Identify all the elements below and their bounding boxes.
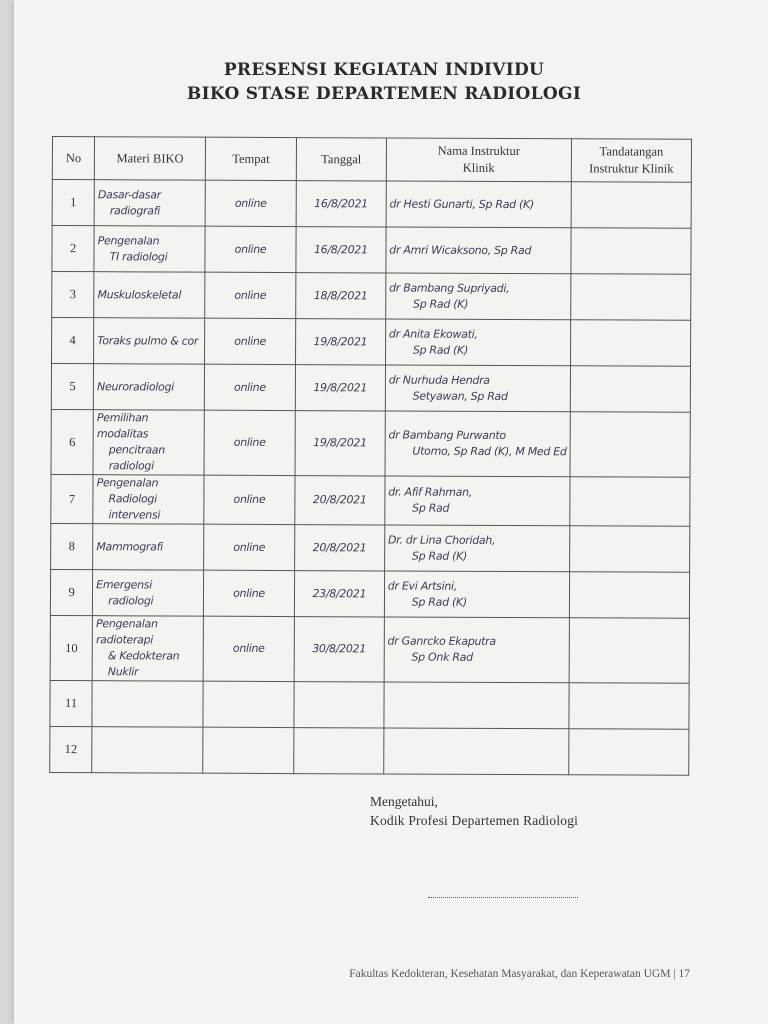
materi-line1: Dasar-dasar [97,187,161,201]
materi-cell [93,410,204,475]
header-instruktur-line2: Klinik [462,160,495,175]
instruktur-cell [386,227,571,274]
tanggal-cell: 19/8/2021 [295,411,385,476]
tanggal-cell: 20/8/2021 [295,476,385,525]
instruktur-line1: dr Evi Artsini, [387,578,458,593]
instruktur-cell [385,273,570,320]
signature-cell[interactable] [569,729,689,776]
signature-line [428,897,578,898]
instruktur-line1 [387,705,565,706]
instruktur-line2: Setyawan, Sp Rad [412,389,508,403]
instruktur-cell [383,728,568,775]
materi-line2: Radiologi intervensi [108,492,161,522]
materi-cell [94,318,205,364]
instruktur-cell [384,682,569,729]
table-row [50,569,689,618]
table-row [52,180,691,229]
tanggal-cell: 16/8/2021 [296,227,386,273]
table-row [52,226,691,275]
signature-cell[interactable] [569,618,689,684]
header-instruktur [386,138,571,182]
header-no: No [52,137,94,180]
row-number: 1 [52,180,94,226]
table-row [51,364,690,413]
materi-cell [93,524,204,570]
tempat-cell [203,681,294,727]
table-row [51,409,690,477]
instruktur-line1: dr Bambang Purwanto [388,428,506,442]
attendance-table [49,136,692,776]
tempat-cell: online [205,318,296,364]
tempat-cell: online [204,524,295,570]
materi-line1: Emergensi [96,577,152,591]
materi-line2: pencitraan radiologi [108,443,165,473]
page-subtitle: BIKO STASE DEPARTEMEN RADIOLOGI [186,84,582,104]
header-ttd-line2: Instruktur Klinik [589,161,674,176]
tanggal-cell: 19/8/2021 [295,365,385,411]
page-title: PRESENSI KEGIATAN INDIVIDU [223,60,545,80]
header-tempat: Tempat [205,137,296,180]
tempat-cell: online [204,364,295,410]
instruktur-line2 [387,705,565,706]
row-number: 7 [51,474,93,523]
tempat-cell: online [205,272,296,318]
table-row [50,726,689,775]
signature-cell[interactable] [570,526,690,573]
instruktur-line1: dr Hesti Gunarti, Sp Rad (K) [389,196,534,211]
materi-cell [93,475,204,524]
instruktur-line2: Sp Rad (K) [412,343,468,357]
signature-cell[interactable] [570,477,690,527]
signature-cell[interactable] [571,182,691,229]
instruktur-cell [386,181,571,228]
materi-cell [92,681,203,727]
header-instruktur-line1: Nama Instruktur [437,143,520,159]
signature-cell[interactable] [571,274,691,321]
instruktur-line1: Dr. dr Lina Choridah, [387,532,496,547]
table-row [52,272,691,321]
materi-line1: Pengenalan [97,233,160,247]
instruktur-cell [385,365,570,412]
table-header-row [52,137,691,183]
signature-cell[interactable] [569,683,689,730]
materi-line2: TI radiologi [109,249,168,264]
tanggal-cell: 20/8/2021 [294,525,384,571]
materi-cell [94,180,205,226]
row-number: 9 [50,569,92,615]
instruktur-cell [385,411,571,477]
row-number: 10 [50,615,92,680]
tanggal-cell: 16/8/2021 [296,181,386,227]
materi-line1: Neuroradiologi [97,379,174,394]
signature-cell[interactable] [570,412,690,478]
acknowledgement-label: Mengetahui, [370,794,438,809]
tanggal-cell [294,682,384,728]
instruktur-cell [384,617,570,683]
tempat-cell: online [205,180,296,226]
tempat-cell: online [204,410,295,475]
materi-line1: Muskuloskeletal [97,287,182,302]
instruktur-line2: Sp Onk Rad [411,650,473,664]
instruktur-line2: Utomo, Sp Rad (K), M Med Ed [412,444,567,459]
instruktur-cell [385,319,570,366]
instruktur-line2: Sp Rad (K) [411,595,467,609]
materi-line1: Pemilihan modalitas [96,411,149,441]
row-number: 6 [51,409,93,474]
signature-cell[interactable] [571,228,691,275]
tanggal-cell [294,728,384,774]
table-row [51,523,690,572]
table-row [51,474,690,526]
materi-cell [94,226,205,272]
table-row [50,680,689,729]
row-number: 4 [52,318,94,364]
materi-cell [92,727,203,773]
instruktur-line1: dr Nurhuda Hendra [388,372,490,387]
signature-cell[interactable] [570,320,690,367]
materi-cell [92,616,203,681]
instruktur-line2: Sp Rad (K) [413,297,469,311]
row-number: 3 [52,272,94,318]
signature-cell[interactable] [570,366,690,413]
materi-line1: Pengenalan [96,476,159,490]
tempat-cell: online [204,475,295,524]
tempat-cell: online [204,570,295,616]
row-number: 11 [50,680,92,726]
header-tanggal: Tanggal [296,138,386,181]
header-tandatangan [571,139,691,183]
acknowledgement-block [370,792,578,830]
row-number: 5 [51,364,93,410]
materi-line2: radiologi [108,593,154,607]
instruktur-line2: Sp Rad (K) [411,549,468,563]
page-footer: Fakultas Kedokteran, Kesehatan Masyarakat, dan Keperawatan UGM | 17 [349,968,690,980]
materi-cell [93,570,204,616]
instruktur-cell [384,525,569,572]
acknowledgement-office: Kodik Profesi Departemen Radiologi [370,813,579,828]
tempat-cell [203,727,294,773]
tanggal-cell: 23/8/2021 [294,571,384,617]
table-row [52,318,691,367]
tempat-cell: online [205,226,296,272]
instruktur-line1 [387,751,565,752]
header-materi: Materi BIKO [94,137,205,180]
materi-line1: Pengenalan radioterapi [95,617,158,647]
materi-line2: & Kedokteran Nuklir [107,649,180,679]
tanggal-cell: 19/8/2021 [295,319,385,365]
materi-line1: Toraks pulmo & cor [97,333,199,348]
tempat-cell: online [203,616,294,681]
tanggal-cell: 30/8/2021 [294,617,384,682]
materi-cell [94,272,205,318]
row-number: 12 [50,726,92,772]
instruktur-cell [384,571,569,618]
instruktur-line1: dr. Afif Rahman, [388,485,473,499]
instruktur-line1: dr Amri Wicaksono, Sp Rad [389,242,532,257]
materi-line1: Mammografi [96,539,163,553]
row-number: 8 [51,523,93,569]
instruktur-line1: dr Bambang Supriyadi, [389,280,510,295]
materi-line2: radiografi [109,203,161,217]
instruktur-cell [385,476,570,526]
instruktur-line2 [387,751,565,752]
table-row [50,615,689,683]
instruktur-line2: Sp Rad [412,501,450,515]
tanggal-cell: 18/8/2021 [296,273,386,319]
instruktur-line1: dr Ganrcko Ekaputra [387,634,496,648]
signature-cell[interactable] [569,572,689,619]
materi-cell [93,364,204,410]
instruktur-line1: dr Anita Ekowati, [388,326,478,341]
row-number: 2 [52,226,94,272]
header-ttd-line1: Tandatangan [599,144,664,159]
